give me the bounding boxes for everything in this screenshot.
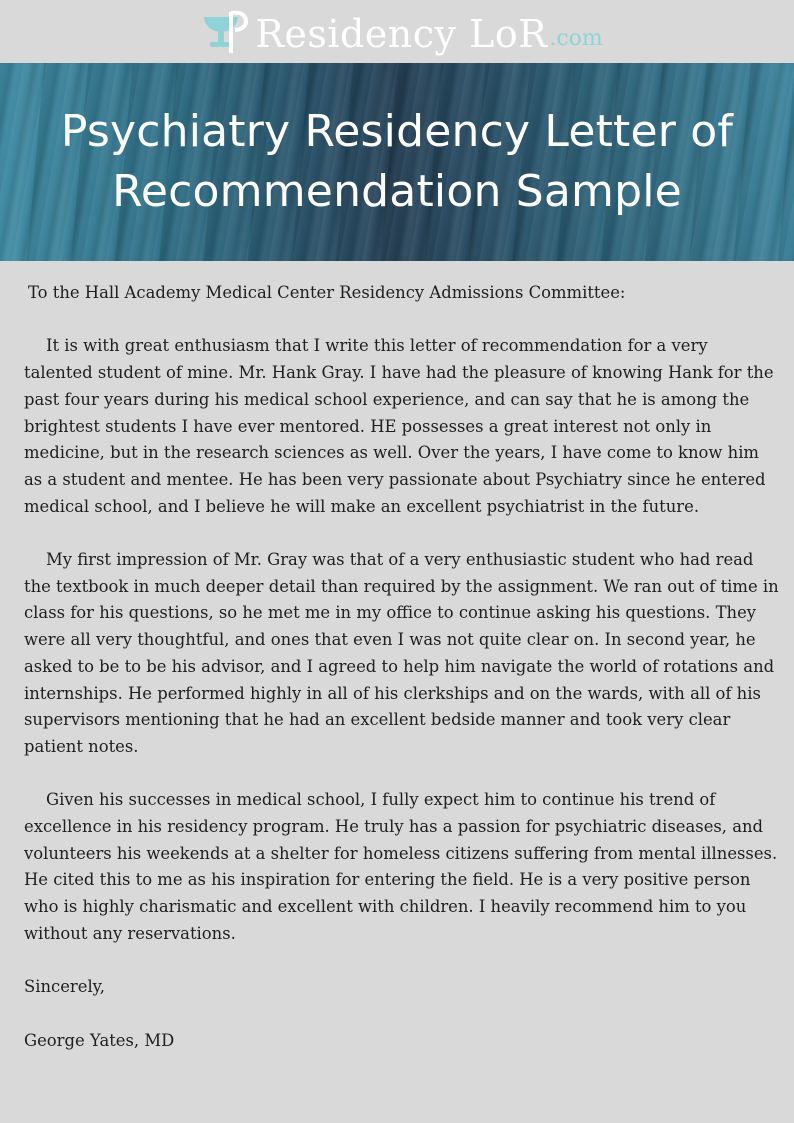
letter-paragraph: It is with great enthusiasm that I write this letter of recommendation for a very talented student of mine. Mr. Hank Gray. I have had the pleasure of knowing Hank for the past four years during his medical school experience, and can say that he is among the brightest students I have ever mentored. HE possesses a great interest not only in medicine, but in the research sciences as well. Over the years, I have come to know him as a student and mentee. He has been very passionate about Psychiatry since he entered medical school, and I believe he will make an excellent psychiatrist in the future. (24, 336, 774, 516)
letter-closing: Sincerely, (24, 977, 105, 997)
letter-salutation: To the Hall Academy Medical Center Residency Admissions Committee: (28, 283, 626, 302)
letter-paragraph: My first impression of Mr. Gray was that of a very enthusiastic student who had read the textbook in much deeper detail than required by the assignment. We ran out of time in class for his questions, so he met me in my office to continue asking his questions. They were all very thoughtful, and ones that even I was not quite clear on. In second year, he asked to be to be his advisor, and I agreed to help him navigate the world of rotations and internships. He performed highly in all of his clerkships and on the wards, with all of his supervisors mentioning that he had an excellent bedside manner and took very clear patient notes. (24, 550, 779, 756)
logo-tld: .com (549, 25, 603, 51)
mortar-pestle-icon (201, 9, 253, 55)
page-title: Psychiatry Residency Letter of Recommendation Sample (60, 106, 734, 217)
letter-body (24, 280, 780, 1054)
letter-signature: George Yates, MD (24, 1030, 175, 1050)
letter-paragraph: Given his successes in medical school, I fully expect him to continue his trend of excellence in his residency program. He truly has a passion for psychiatric diseases, and volunteers his weekends at a shelter for homeless citizens suffering from mental illnesses. He cited this to me as his inspiration for entering the field. He is a very positive person who is highly charismatic and excellent with children. I heavily recommend him to you without any reservations. (24, 790, 778, 943)
title-banner (0, 63, 794, 261)
logo-text: Residency LoR (255, 11, 548, 56)
logo-bar (0, 0, 794, 63)
site-logo[interactable] (201, 9, 603, 55)
